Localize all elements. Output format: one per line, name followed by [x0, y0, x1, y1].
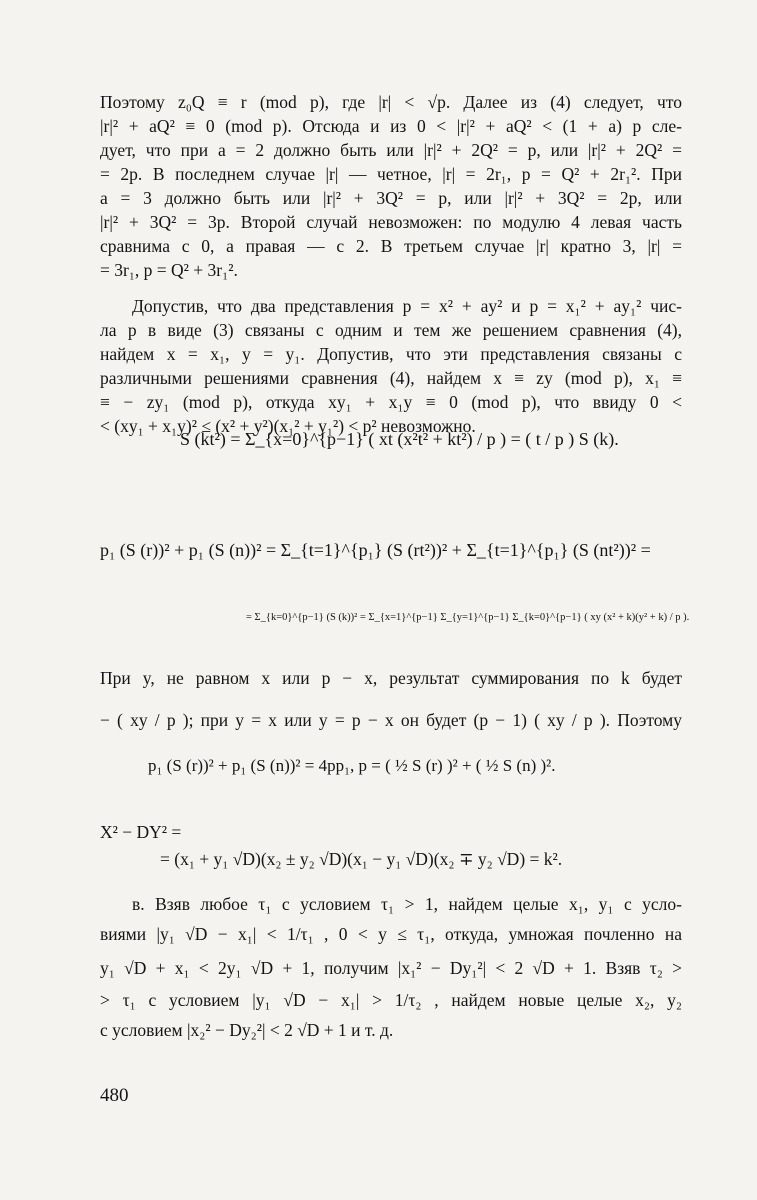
- text-line: X² − DY² =: [100, 822, 182, 842]
- text-line: = 2p. В последнем случае |r| — четное, |r| = 2r₁, p = Q² + 2r₁². При: [100, 164, 682, 184]
- text-line: = 3r₁, p = Q² + 3r₁².: [100, 260, 238, 280]
- text-line: Поэтому z₀Q ≡ r (mod p), где |r| < √p. Далее из (4) следует, что: [100, 92, 682, 112]
- display-equation: = Σ_{k=0}^{p−1} (S (k))² = Σ_{x=1}^{p−1} Σ_{y=1}^{p−1} Σ_{k=0}^{p−1} ( xy (x² + k)(y² + k) / p ).: [246, 612, 690, 623]
- text-line: сравнима с 0, а правая — с 2. В третьем случае |r| кратно 3, |r| =: [100, 236, 682, 256]
- text-line: |r|² + aQ² ≡ 0 (mod p). Отсюда и из 0 < |r|² + aQ² < (1 + a) p сле-: [100, 116, 682, 136]
- text-line: |r|² + 3Q² = 3p. Второй случай невозможен: по модулю 4 левая часть: [100, 212, 682, 232]
- text-line: в. Взяв любое τ₁ с условием τ₁ > 1, найдем целые x₁, y₁ с усло-: [132, 894, 682, 914]
- display-equation: p₁ (S (r))² + p₁ (S (n))² = Σ_{t=1}^{p₁} (S (rt²))² + Σ_{t=1}^{p₁} (S (nt²))² =: [100, 540, 651, 560]
- text-line: [132, 486, 714, 510]
- text-line: с условием |x₂² − Dy₂²| < 2 √D + 1 и т. д.: [100, 1020, 394, 1040]
- text-line: y₁ √D + x₁ < 2y₁ √D + 1, получим |x₁² − Dy₁²| < 2 √D + 1. Взяв τ₂ >: [100, 958, 682, 978]
- section-heading: [132, 794, 714, 818]
- text-line: найдем x = x₁, y = y₁. Допустив, что эти представления связаны с: [100, 344, 682, 364]
- text-line: − ( xy / p ); при y = x или y = p − x он будет (p − 1) ( xy / p ). Поэтому: [100, 710, 682, 730]
- text-line: ≡ − zy₁ (mod p), откуда xy₁ + x₁y ≡ 0 (mod p), что ввиду 0 <: [100, 392, 682, 412]
- page-number: 480: [100, 1085, 129, 1106]
- text-line: различными решениями сравнения (4), найдем x ≡ zy (mod p), x₁ ≡: [100, 368, 682, 388]
- display-equation: p₁ (S (r))² + p₁ (S (n))² = 4pp₁, p = ( ½ S (r) )² + ( ½ S (n) )².: [148, 756, 556, 775]
- text-line: < (xy₁ + x₁y)² ≤ (x² + y²)(x₁² + y₁²) < p² невозможно.: [100, 416, 476, 436]
- text-line: виями |y₁ √D − x₁| < 1/τ₁ , 0 < y ≤ τ₁, откуда, умножая почленно на: [100, 924, 682, 944]
- display-equation: S (kt²) = Σ_{x=0}^{p−1} ( xt (x²t² + kt²) / p ) = ( t / p ) S (k).: [180, 429, 619, 449]
- text-line: [132, 462, 714, 486]
- text-line: дует, что при a = 2 должно быть или |r|² + 2Q² = p, или |r|² + 2Q² =: [100, 140, 682, 160]
- text-line: > τ₁ с условием |y₁ √D − x₁| > 1/τ₂ , найдем новые целые x₂, y₂: [100, 990, 682, 1010]
- text-line: При y, не равном x или p − x, результат суммирования по k будет: [100, 668, 682, 688]
- text-line: ла p в виде (3) связаны с одним и тем же решением сравнения (4),: [100, 320, 682, 340]
- display-equation: = (x₁ + y₁ √D)(x₂ ± y₂ √D)(x₁ − y₁ √D)(x₂ ∓ y₂ √D) = k².: [160, 849, 563, 869]
- text-line: Допустив, что два представления p = x² + ay² и p = x₁² + ay₁² чис-: [132, 296, 682, 316]
- text-line: a = 3 должно быть или |r|² + 3Q² = p, или |r|² + 3Q² = 2p, или: [100, 188, 682, 208]
